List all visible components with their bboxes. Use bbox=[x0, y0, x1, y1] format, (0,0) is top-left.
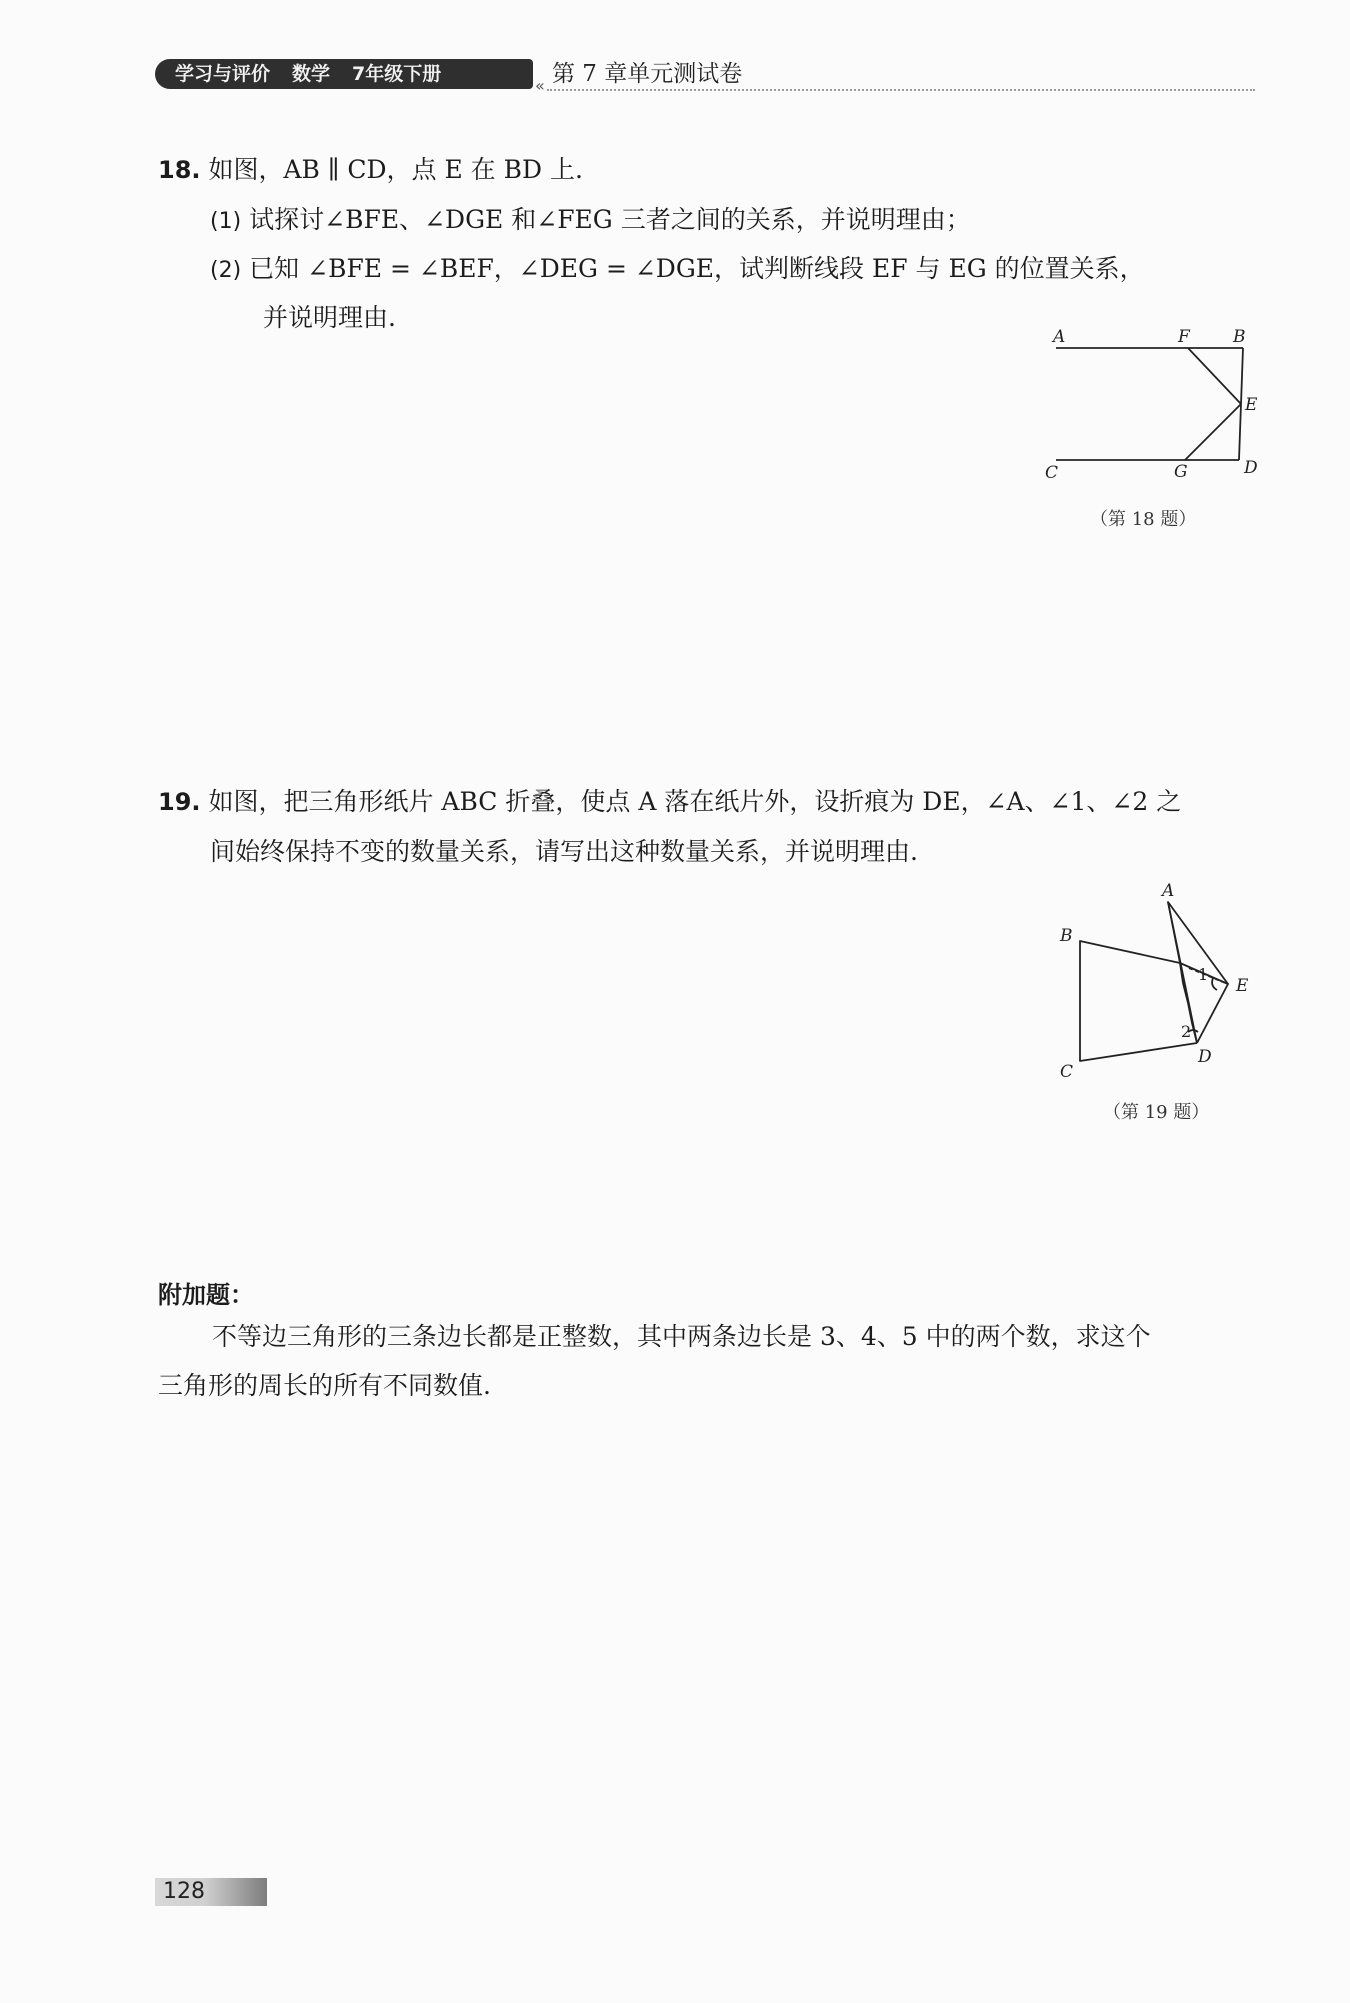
label-angle-2: 2 bbox=[1181, 1022, 1192, 1041]
q19-number: 19. bbox=[158, 788, 201, 816]
bonus-title: 附加题： bbox=[158, 1281, 254, 1309]
book-grade: 7年级下册 bbox=[352, 63, 442, 85]
label-f: F bbox=[1178, 327, 1190, 347]
q19-line2: 间始终保持不变的数量关系，请写出这种数量关系，并说明理由. bbox=[210, 837, 918, 866]
page-number-box bbox=[155, 1878, 267, 1906]
bonus-line2: 三角形的周长的所有不同数值. bbox=[158, 1371, 491, 1400]
label-a: A bbox=[1053, 327, 1066, 347]
label-e: E bbox=[1236, 976, 1249, 996]
header-divider bbox=[547, 89, 1255, 91]
book-subject: 数学 bbox=[292, 63, 331, 85]
chapter-title: 第 7 章单元测试卷 bbox=[552, 61, 743, 87]
segment-eg bbox=[1185, 404, 1241, 460]
label-c: C bbox=[1060, 1062, 1074, 1082]
book-series: 学习与评价 bbox=[175, 63, 271, 85]
label-d: D bbox=[1198, 1047, 1212, 1067]
q18-number: 18. bbox=[158, 156, 201, 184]
label-c: C bbox=[1045, 463, 1059, 483]
q18-part2-label: (2) bbox=[210, 258, 242, 283]
q18-caption: （第 18 题） bbox=[1090, 509, 1197, 530]
book-badge bbox=[155, 59, 533, 89]
q19-stem: 如图，把三角形纸片 ABC 折叠，使点 A 落在纸片外，设折痕为 DE，∠A、∠1、∠2 之 bbox=[208, 787, 1182, 816]
q19-figure bbox=[1050, 880, 1270, 1080]
q18-part1 bbox=[210, 203, 971, 239]
q19-caption: （第 19 题） bbox=[1103, 1102, 1210, 1123]
q18-figure bbox=[1040, 320, 1260, 483]
label-angle-1: 1 bbox=[1198, 965, 1209, 984]
q18-part2-text: 已知 ∠BFE = ∠BEF，∠DEG = ∠DGE，试判断线段 EF 与 EG 的位置关系， bbox=[249, 254, 1145, 283]
bonus-line1: 不等边三角形的三条边长都是正整数，其中两条边长是 3、4、5 中的两个数，求这个 bbox=[212, 1322, 1151, 1351]
page-number: 128 bbox=[163, 1879, 205, 1904]
header-arrow-icon: « bbox=[535, 76, 545, 95]
q18-stem: 如图，AB ∥ CD，点 E 在 BD 上. bbox=[208, 155, 583, 184]
q18-part1-label: (1) bbox=[210, 209, 242, 234]
label-g: G bbox=[1174, 462, 1188, 482]
q18-part2 bbox=[210, 252, 1145, 288]
q19-line1 bbox=[158, 785, 1181, 819]
q18-part1-text: 试探讨∠BFE、∠DGE 和∠FEG 三者之间的关系，并说明理由； bbox=[249, 205, 971, 234]
label-e: E bbox=[1245, 395, 1258, 415]
q18-part2-continued: 并说明理由. bbox=[263, 303, 396, 332]
label-a: A bbox=[1162, 881, 1175, 901]
label-d: D bbox=[1244, 458, 1258, 478]
page-header bbox=[155, 56, 1255, 95]
segment-fe bbox=[1188, 348, 1241, 404]
label-b: B bbox=[1233, 327, 1246, 347]
q18-line1 bbox=[158, 153, 583, 187]
label-b: B bbox=[1060, 926, 1073, 946]
